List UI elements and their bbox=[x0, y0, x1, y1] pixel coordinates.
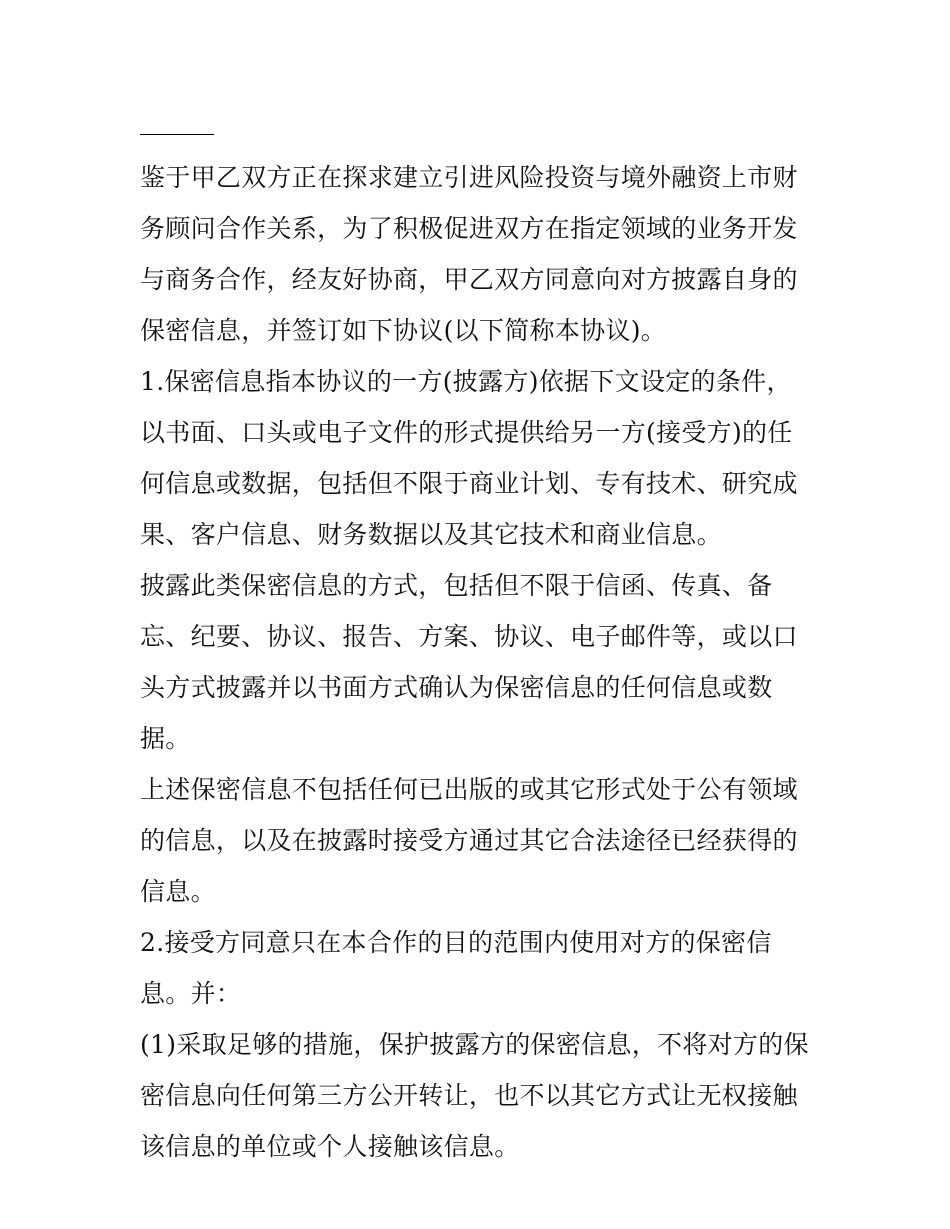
clause-2-item-1: (1)采取足够的措施，保护披露方的保密信息，不将对方的保密信息向任何第三方公开转让，也不以其它方式让无权接触该信息的单位或个人接触该信息。 bbox=[140, 1030, 809, 1161]
clause-1-exclusions: 上述保密信息不包括任何已出版的或其它形式处于公有领域的信息，以及在披露时接受方通过其它合法途径已经获得的信息。 bbox=[140, 775, 798, 906]
clause-2-usage: 2.接受方同意只在本合作的目的范围内使用对方的保密信息。并： bbox=[140, 928, 772, 1008]
clause-1-definition: 1.保密信息指本协议的一方(披露方)依据下文设定的条件，以书面、口头或电子文件的形式提供给另一方(接受方)的任何信息或数据，包括但不限于商业计划、专有技术、研究成果、客户信息、财务数据以及其它技术和商业信息。 bbox=[140, 367, 798, 549]
signature-blank-line bbox=[140, 134, 214, 135]
document-body bbox=[140, 152, 816, 1172]
clause-1-disclosure-methods: 披露此类保密信息的方式，包括但不限于信函、传真、备忘、纪要、协议、报告、方案、协议、电子邮件等，或以口头方式披露并以书面方式确认为保密信息的任何信息或数据。 bbox=[140, 571, 798, 753]
preamble-paragraph: 鉴于甲乙双方正在探求建立引进风险投资与境外融资上市财务顾问合作关系，为了积极促进双方在指定领域的业务开发与商务合作，经友好协商，甲乙双方同意向对方披露自身的保密信息，并签订如下协议(以下简称本协议)。 bbox=[140, 163, 798, 345]
